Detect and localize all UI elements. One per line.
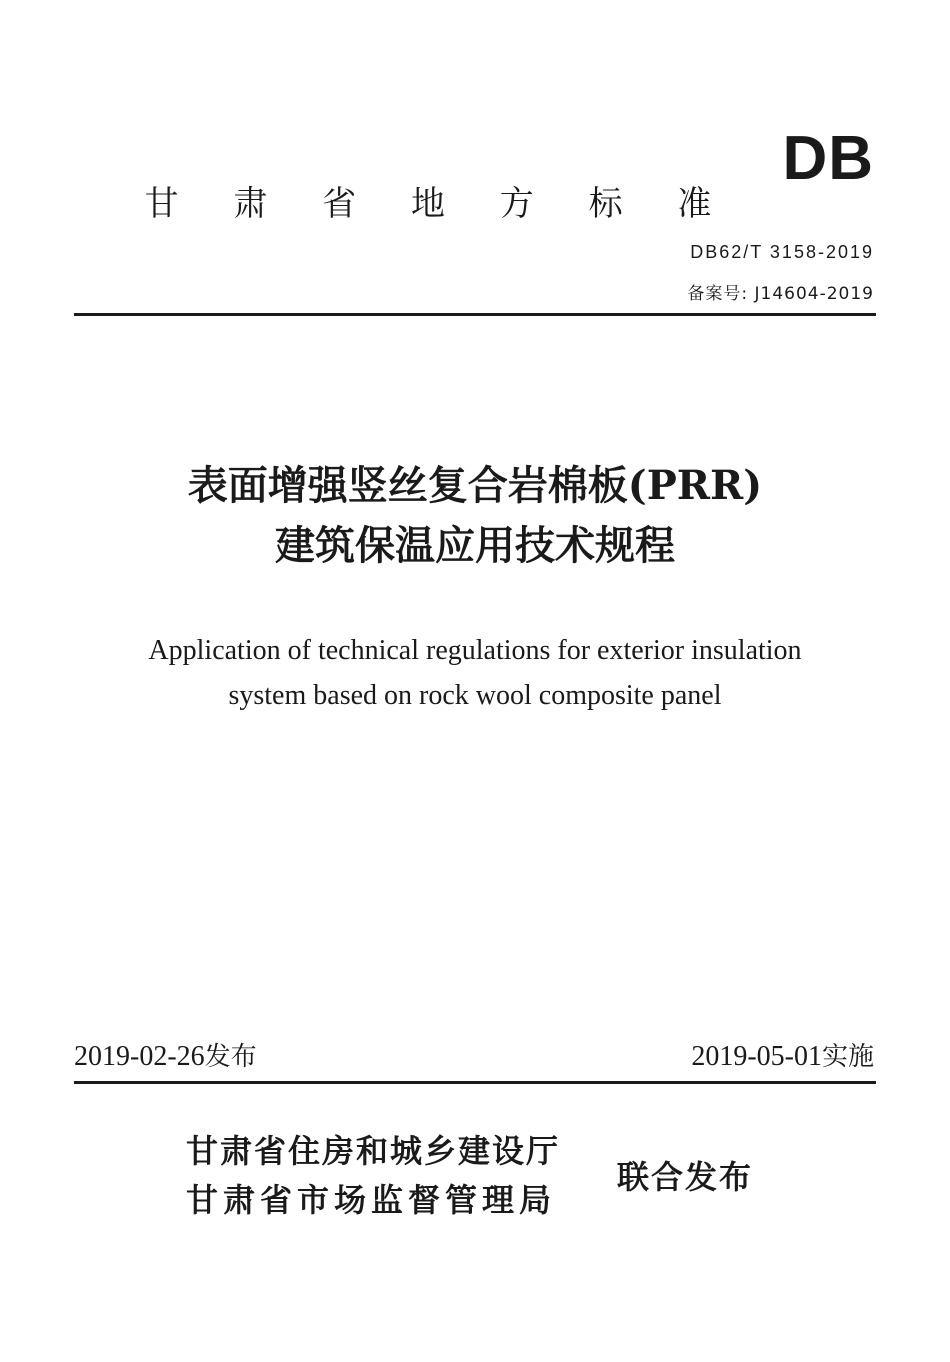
bottom-divider	[74, 1081, 876, 1084]
issue-label: 发布	[204, 1042, 257, 1072]
db-logo: DB	[782, 124, 874, 193]
top-divider	[74, 313, 876, 316]
implement-date-block	[691, 1036, 874, 1073]
standard-type-heading	[0, 176, 950, 225]
record-number: 备案号: J14604-2019	[687, 284, 874, 304]
chinese-title-line-2: 建筑保温应用技术规程	[275, 522, 675, 569]
standard-type-text: 甘 肃 省 地 方 标 准	[144, 184, 734, 224]
publisher-market-bureau: 甘肃省市场监督管理局	[186, 1181, 557, 1219]
standard-code: DB62/T 3158-2019	[690, 242, 874, 262]
english-title-line-1: Application of technical regulations for exterior insulation	[148, 635, 802, 666]
joint-publish-label: 联合发布	[617, 1158, 754, 1196]
implement-label: 实施	[821, 1042, 874, 1072]
chinese-title-line-1: 表面增强竖丝复合岩棉板(PRR)	[187, 462, 763, 509]
publisher-housing-dept: 甘肃省住房和城乡建设厅	[186, 1132, 561, 1170]
issue-date: 2019-02-26	[74, 1041, 205, 1072]
english-title-line-2: system based on rock wool composite panel	[228, 680, 722, 711]
issue-date-block	[74, 1036, 257, 1073]
implement-date: 2019-05-01	[691, 1041, 822, 1072]
